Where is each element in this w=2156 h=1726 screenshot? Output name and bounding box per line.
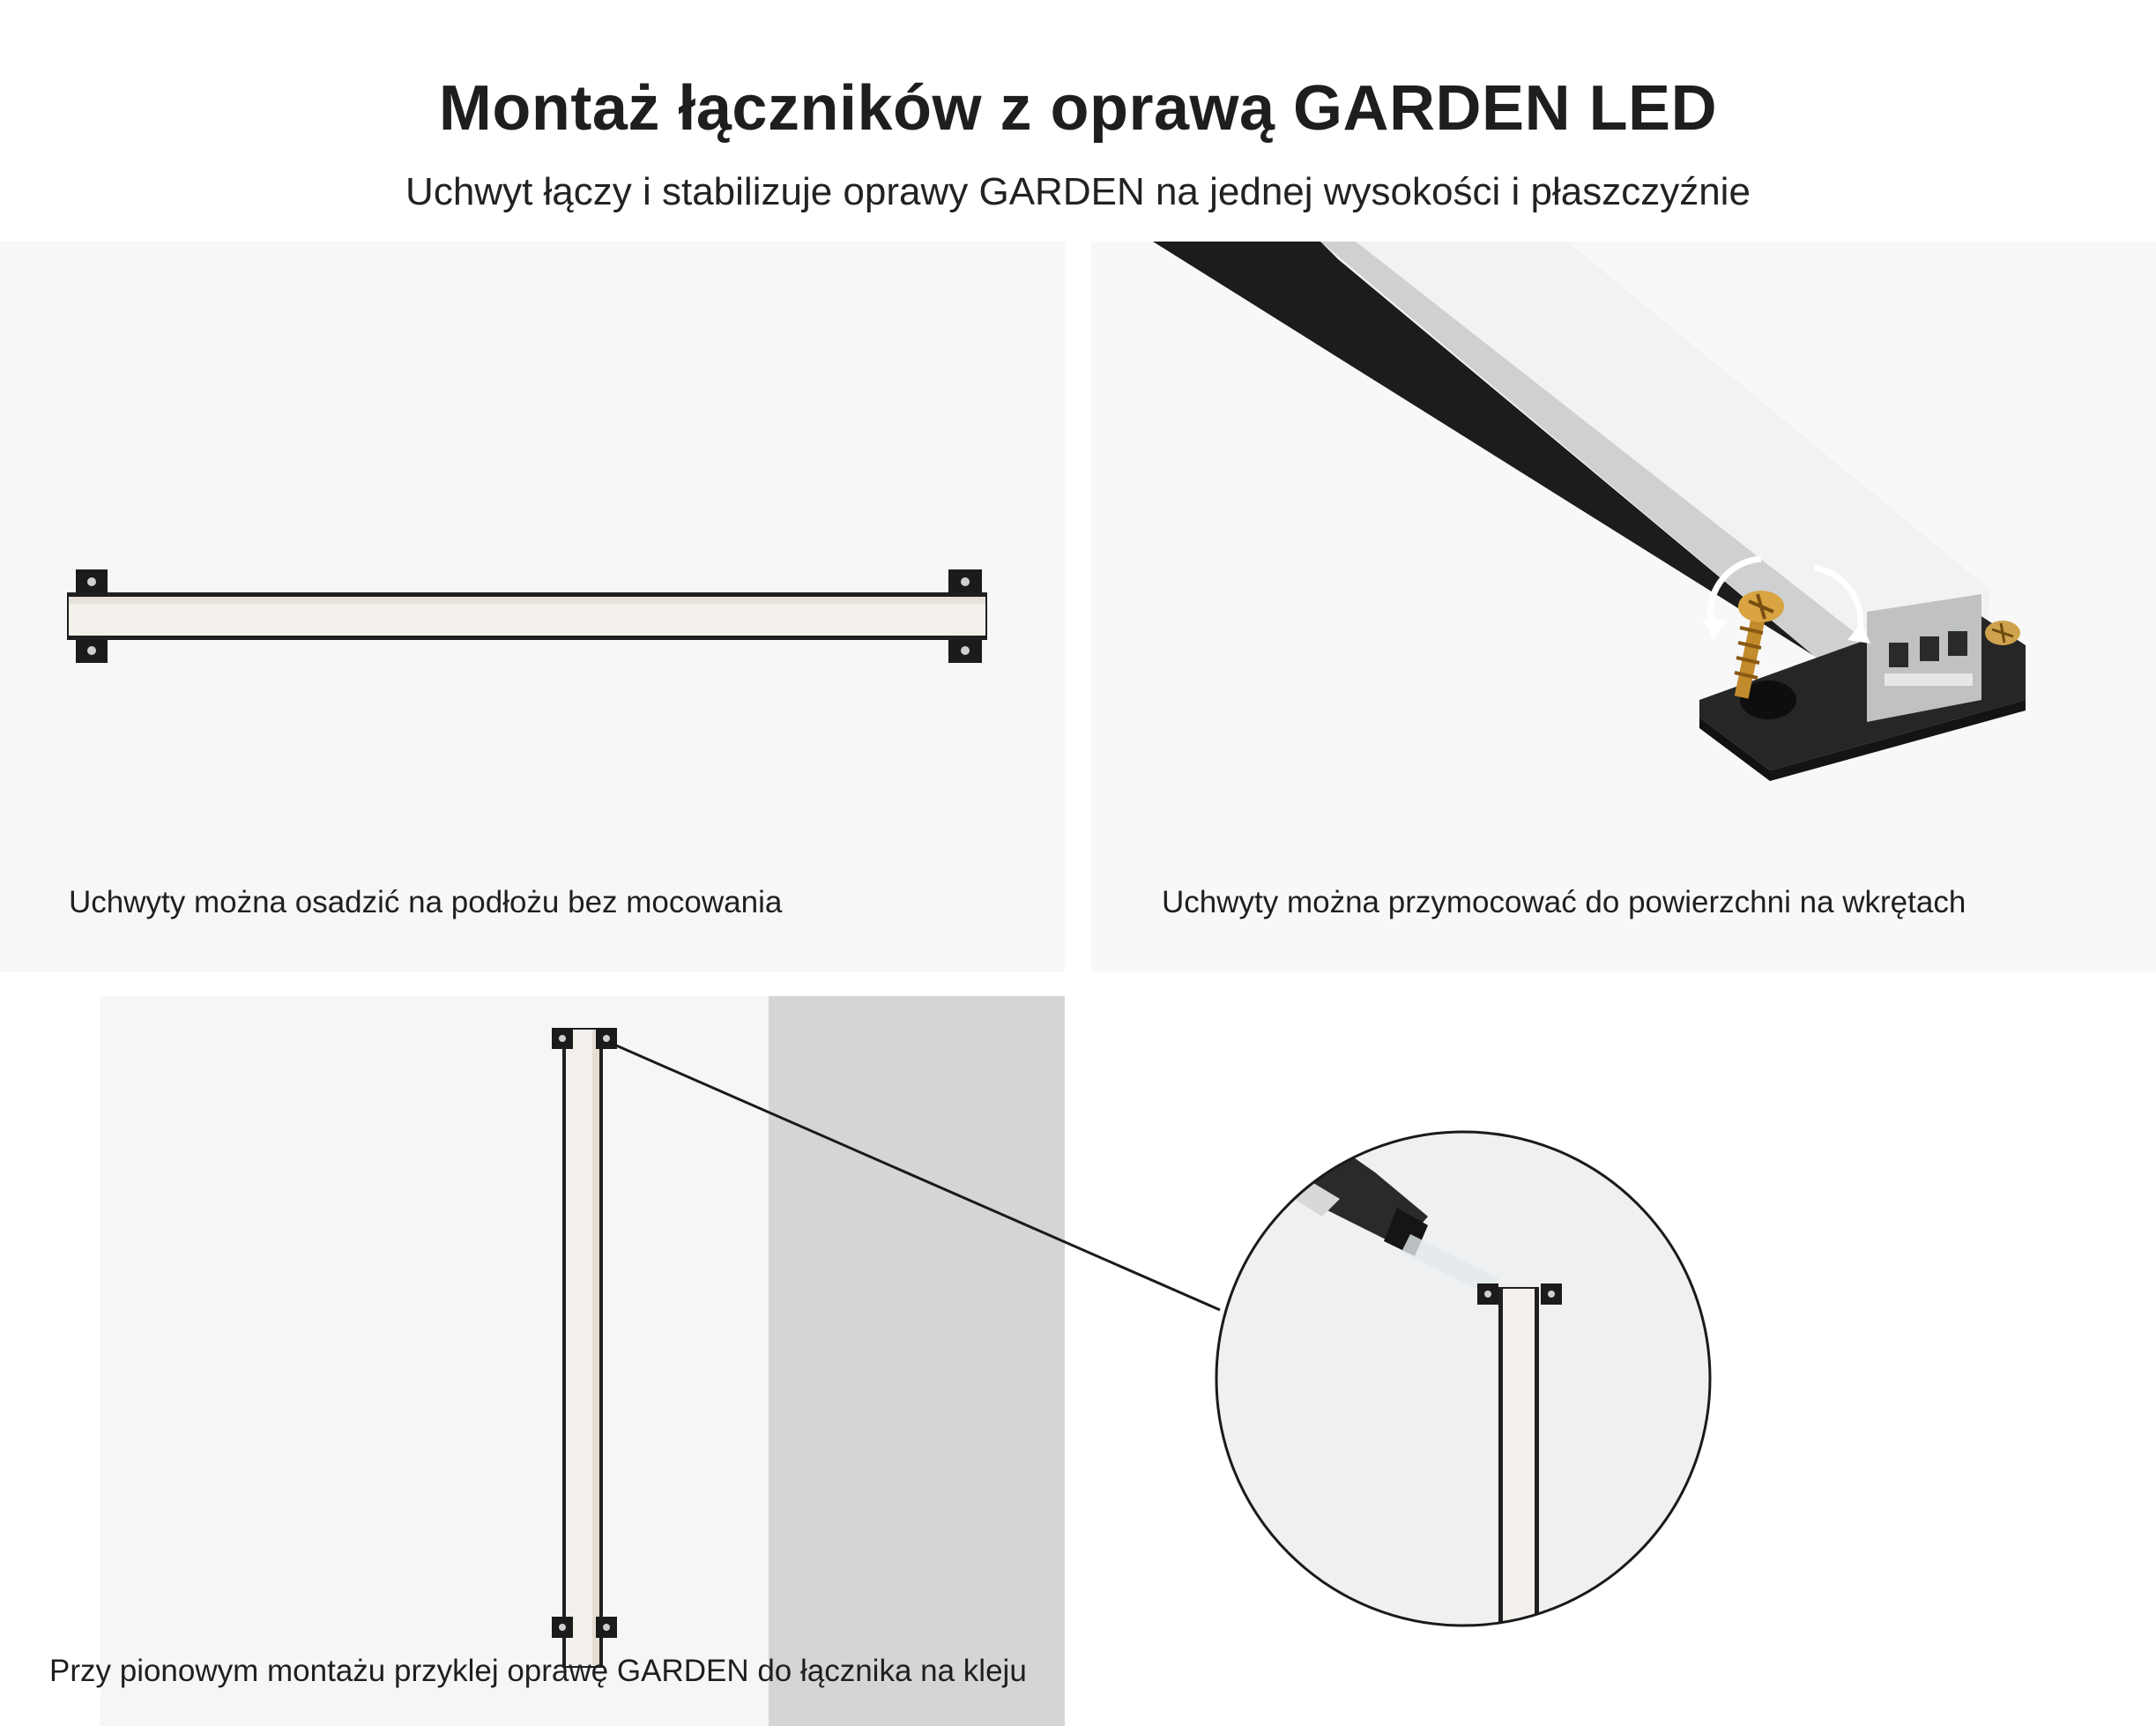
- page-subtitle: Uchwyt łączy i stabilizuje oprawy GARDEN na jednej wysokości i płaszczyźnie: [405, 170, 1751, 213]
- caption-floor-mounting: Uchwyty można osadzić na podłożu bez mocowania: [69, 885, 783, 919]
- panel-floor-mounting: [0, 242, 1065, 971]
- page-title: Montaż łączników z oprawą GARDEN LED: [438, 73, 1718, 144]
- screw-head-icon: [1985, 621, 2020, 645]
- horizontal-led-bar-illustration: [0, 242, 1065, 971]
- wall-gray: [769, 996, 1065, 1726]
- vertical-mount-illustration: [0, 996, 2156, 1726]
- panel-vertical-mounting: [0, 996, 2156, 1726]
- panel-screw-mounting: [1091, 242, 2156, 971]
- led-bar-vertical: [562, 1028, 603, 1668]
- led-bar-horizontal: [67, 592, 987, 640]
- caption-vertical-mounting: Przy pionowym montażu przyklej oprawę GARDEN do łącznika na kleju: [49, 1654, 1027, 1688]
- screw-mount-closeup-illustration: [1091, 242, 2156, 971]
- end-profile: [1867, 594, 1981, 722]
- caption-screw-mounting: Uchwyty można przymocować do powierzchni na wkrętach: [1162, 885, 1966, 919]
